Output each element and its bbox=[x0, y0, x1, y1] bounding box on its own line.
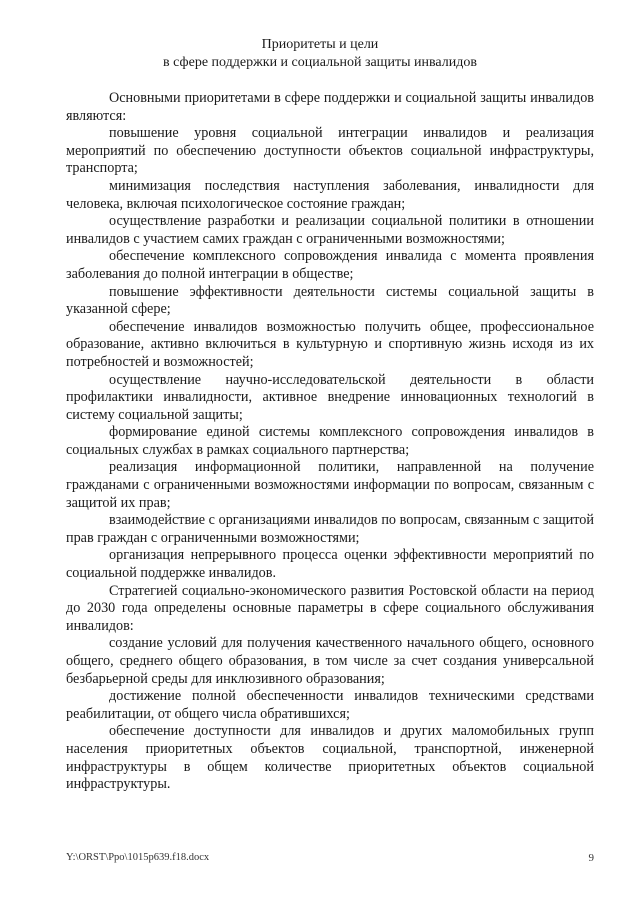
paragraph: осуществление разработки и реализации социальной политики в отношении инвалидов с участием самих граждан с ограниченными возможностями; bbox=[66, 213, 594, 247]
document-body bbox=[66, 90, 594, 794]
paragraph: создание условий для получения качественного начального общего, основного общего, среднего общего образования, в том числе за счет создания универсальной безбарьерной среды для инклюзивного образования; bbox=[66, 635, 594, 687]
paragraph: реализация информационной политики, направленной на получение гражданами с ограниченными возможностями информации по вопросам, связанным с защитой их прав; bbox=[66, 459, 594, 511]
paragraph: формирование единой системы комплексного сопровождения инвалидов в социальных службах в рамках социального партнерства; bbox=[66, 424, 594, 458]
paragraph: Стратегией социально-экономического развития Ростовской области на период до 2030 года определены основные параметры в сфере социального обслуживания инвалидов: bbox=[66, 582, 594, 634]
footer-file-path: Y:\ORST\Ppo\1015p639.f18.docx bbox=[66, 852, 210, 863]
paragraph: осуществление научно-исследовательской деятельности в области профилактики инвалидности, активное внедрение инновационных технологий в систему социальной защиты; bbox=[66, 371, 594, 423]
paragraph: обеспечение доступности для инвалидов и других маломобильных групп населения приоритетных объектов социальной, транспортной, инженерной инфраструктуры в общем количестве приоритетных объектов социальной инфраструктуры. bbox=[66, 723, 594, 793]
paragraph: обеспечение инвалидов возможностью получить общее, профессиональное образование, активно включиться в культурную и спортивную жизнь исходя из их потребностей и возможностей; bbox=[66, 318, 594, 370]
paragraph: Основными приоритетами в сфере поддержки и социальной защиты инвалидов являются: bbox=[66, 90, 594, 124]
paragraph: повышение уровня социальной интеграции инвалидов и реализация мероприятий по обеспечению доступности объектов социальной инфраструктуры, транспорта; bbox=[66, 125, 594, 177]
paragraph: взаимодействие с организациями инвалидов по вопросам, связанным с защитой прав граждан с ограниченными возможностями; bbox=[66, 512, 594, 546]
heading-line-2: в сфере поддержки и социальной защиты инвалидов bbox=[163, 55, 477, 70]
section-heading bbox=[60, 36, 580, 72]
paragraph: организация непрерывного процесса оценки эффективности мероприятий по социальной поддержке инвалидов. bbox=[66, 547, 594, 582]
paragraph: достижение полной обеспеченности инвалидов техническими средствами реабилитации, от общего числа обратившихся; bbox=[66, 688, 594, 722]
paragraph: обеспечение комплексного сопровождения инвалида с момента проявления заболевания до полной интеграции в обществе; bbox=[66, 248, 594, 282]
paragraph: минимизация последствия наступления заболевания, инвалидности для человека, включая психологическое состояние граждан; bbox=[66, 177, 594, 212]
page-number: 9 bbox=[588, 852, 594, 864]
paragraph: повышение эффективности деятельности системы социальной защиты в указанной сфере; bbox=[66, 283, 594, 318]
heading-line-1: Приоритеты и цели bbox=[261, 37, 379, 52]
